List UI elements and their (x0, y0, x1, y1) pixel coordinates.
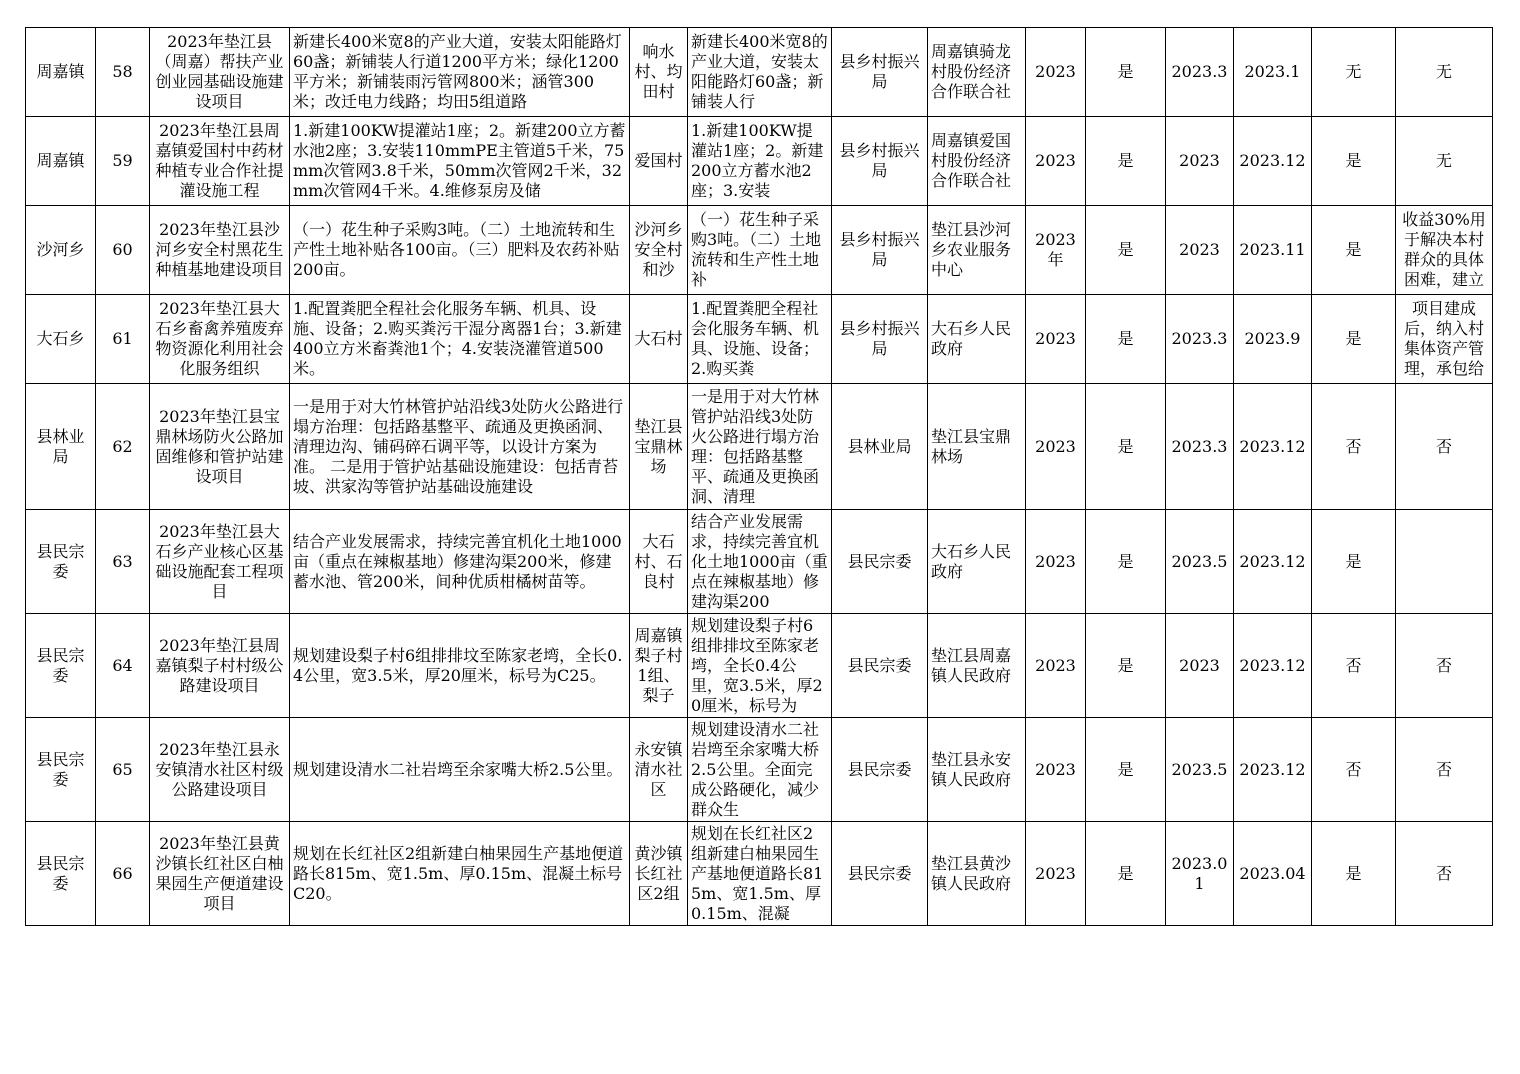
cell-flag-text: 是 (1117, 240, 1134, 259)
cell-flag (1086, 117, 1166, 206)
cell-project-name (150, 822, 290, 926)
cell-col14 (1396, 510, 1493, 614)
cell-location-text: 周嘉镇梨子村1组、梨子 (634, 625, 683, 705)
cell-year-text: 2023年 (1035, 230, 1076, 269)
cell-department (26, 295, 96, 384)
table-row (26, 206, 1493, 295)
cell-number (96, 614, 150, 718)
cell-end-date (1234, 295, 1312, 384)
cell-construction-content-2 (688, 206, 832, 295)
cell-number (96, 206, 150, 295)
cell-authority-text: 县民宗委 (847, 551, 912, 571)
cell-construction-content-text: 新建长400米宽8的产业大道，安装太阳能路灯60盏；新铺装人行道1200平方米；绿化1200平方米；新铺装雨污管网800米；涵管300米；改迁电力线路；均田5组道路 (293, 32, 622, 111)
cell-authority (832, 384, 928, 510)
cell-year (1026, 822, 1086, 926)
cell-start-date (1166, 718, 1234, 822)
cell-project-owner-text: 周嘉镇骑龙村股份经济合作联合社 (931, 42, 1012, 101)
cell-project-name (150, 614, 290, 718)
cell-col14-text: 否 (1435, 759, 1452, 779)
table-row (26, 510, 1493, 614)
table-row (26, 718, 1493, 822)
cell-department-text: 沙河乡 (36, 240, 85, 259)
cell-end-date (1234, 117, 1312, 206)
cell-number (96, 822, 150, 926)
cell-col13-text: 是 (1345, 863, 1362, 883)
table-row (26, 117, 1493, 206)
cell-col13-text: 是 (1345, 551, 1362, 571)
cell-authority-text: 县民宗委 (847, 759, 912, 779)
cell-number-text: 63 (112, 551, 133, 571)
cell-project-owner (928, 384, 1026, 510)
cell-project-owner (928, 614, 1026, 718)
cell-col13 (1312, 206, 1396, 295)
cell-project-owner-text: 垫江县沙河乡农业服务中心 (931, 220, 1012, 279)
cell-end-date-text: 2023.12 (1239, 551, 1306, 571)
cell-location-text: 永安镇清水社区 (634, 739, 683, 799)
cell-col14-text: 收益30%用于解决本村群众的具体困难，建立 (1402, 210, 1486, 289)
cell-department (26, 718, 96, 822)
cell-number-text: 66 (112, 863, 133, 883)
cell-number (96, 384, 150, 510)
cell-authority (832, 822, 928, 926)
cell-year (1026, 718, 1086, 822)
cell-location-text: 爱国村 (634, 151, 683, 170)
cell-construction-content-2 (688, 295, 832, 384)
cell-year-text: 2023 (1035, 436, 1076, 456)
cell-project-name (150, 28, 290, 117)
cell-col13 (1312, 822, 1396, 926)
cell-project-owner-text: 垫江县永安镇人民政府 (931, 749, 1012, 789)
cell-authority-text: 县林业局 (847, 436, 912, 456)
cell-project-owner-text: 垫江县宝鼎林场 (931, 426, 1012, 466)
cell-construction-content-2-text: 一是用于对大竹林管护站沿线3处防火公路进行塌方治理：包括路基整平、疏通及更换函洞、清理 (691, 386, 820, 506)
cell-start-date-text: 2023.3 (1171, 436, 1228, 456)
cell-col13 (1312, 28, 1396, 117)
cell-col14 (1396, 117, 1493, 206)
cell-construction-content-text: 结合产业发展需求，持续完善宜机化土地1000亩（重点在辣椒基地）修建沟渠200米，修建蓄水池、管200米，间种优质柑橘树苗等。 (293, 531, 622, 591)
cell-location (630, 206, 688, 295)
cell-year-text: 2023 (1035, 759, 1076, 779)
cell-construction-content-2 (688, 28, 832, 117)
cell-department (26, 28, 96, 117)
cell-project-owner-text: 大石乡人民政府 (931, 319, 1012, 358)
cell-col14 (1396, 614, 1493, 718)
cell-end-date (1234, 384, 1312, 510)
cell-construction-content-2-text: 1.新建100KW提灌站1座；2。新建200立方蓄水池2座；3.安装 (691, 121, 824, 200)
table-row (26, 614, 1493, 718)
cell-year (1026, 295, 1086, 384)
cell-authority (832, 206, 928, 295)
cell-start-date-text: 2023.3 (1171, 329, 1228, 348)
cell-end-date-text: 2023.12 (1239, 759, 1306, 779)
cell-location-text: 大石村 (634, 329, 683, 348)
cell-construction-content-2-text: 规划建设梨子村6组排排坟至陈家老塆，全长0.4公里，宽3.5米，厚20厘米，标号为 (691, 615, 823, 715)
cell-flag-text: 是 (1117, 151, 1134, 170)
cell-construction-content-text: 1.新建100KW提灌站1座；2。新建200立方蓄水池2座；3.安装110mmPE主管道5千米，75mm次管网3.8千米，50mm次管网2千米，32mm次管网4千米。4.维修泵房及储 (293, 121, 626, 200)
cell-location (630, 384, 688, 510)
cell-col14-text: 否 (1435, 863, 1452, 883)
cell-start-date-text: 2023.3 (1171, 62, 1228, 81)
cell-construction-content-2 (688, 718, 832, 822)
cell-construction-content-2-text: 新建长400米宽8的产业大道，安装太阳能路灯60盏；新铺装人行 (691, 32, 828, 111)
cell-end-date (1234, 614, 1312, 718)
cell-location-text: 响水村、均田村 (634, 42, 683, 101)
cell-project-owner (928, 206, 1026, 295)
cell-project-name-text: 2023年垫江县（周嘉）帮扶产业创业园基础设施建设项目 (155, 32, 284, 111)
cell-end-date-text: 2023.12 (1239, 436, 1306, 456)
cell-construction-content-2-text: （一）花生种子采购3吨。（二）土地流转和生产性土地补 (691, 210, 822, 289)
cell-project-name-text: 2023年垫江县宝鼎林场防火公路加固维修和管护站建设项目 (155, 406, 284, 486)
cell-flag-text: 是 (1117, 655, 1134, 675)
cell-project-owner-text: 垫江县黄沙镇人民政府 (931, 853, 1012, 893)
cell-location-text: 大石村、石良村 (634, 531, 683, 591)
cell-location-text: 垫江县宝鼎林场 (634, 416, 683, 476)
cell-project-owner (928, 295, 1026, 384)
table-body (26, 28, 1493, 926)
cell-col13 (1312, 614, 1396, 718)
cell-construction-content-2-text: 规划在长红社区2组新建白柚果园生产基地便道路长815m、宽1.5m、厚0.15m、混凝 (691, 823, 824, 923)
cell-project-name-text: 2023年垫江县大石乡产业核心区基础设施配套工程项目 (155, 521, 284, 601)
project-table (25, 27, 1493, 926)
cell-authority (832, 510, 928, 614)
cell-col14-text: 否 (1435, 655, 1452, 675)
cell-department (26, 117, 96, 206)
cell-end-date (1234, 206, 1312, 295)
cell-construction-content-text: （一）花生种子采购3吨。（二）土地流转和生产性土地补贴各100亩。（三）肥料及农药补贴200亩。 (293, 220, 620, 279)
cell-start-date-text: 2023.01 (1171, 853, 1228, 893)
cell-department-text: 周嘉镇 (36, 151, 85, 170)
cell-authority-text: 县乡村振兴局 (839, 319, 920, 358)
cell-flag-text: 是 (1117, 62, 1134, 81)
cell-year (1026, 384, 1086, 510)
cell-construction-content-text: 规划在长红社区2组新建白柚果园生产基地便道路长815m、宽1.5m、厚0.15m、混凝土标号C20。 (293, 843, 624, 903)
cell-col13-text: 否 (1345, 759, 1362, 779)
cell-number (96, 510, 150, 614)
cell-year-text: 2023 (1035, 863, 1076, 883)
cell-construction-content-2 (688, 384, 832, 510)
cell-end-date-text: 2023.04 (1239, 863, 1306, 883)
cell-location (630, 295, 688, 384)
cell-start-date-text: 2023 (1179, 240, 1220, 259)
cell-start-date (1166, 206, 1234, 295)
cell-start-date-text: 2023.5 (1171, 551, 1228, 571)
cell-project-name-text: 2023年垫江县大石乡畜禽养殖废弃物资源化利用社会化服务组织 (155, 299, 284, 378)
cell-construction-content-2-text: 1.配置粪肥全程社会化服务车辆、机具、设施、设备；2.购买粪 (691, 299, 820, 378)
cell-construction-content (290, 510, 630, 614)
cell-flag (1086, 384, 1166, 510)
cell-number-text: 64 (112, 655, 133, 675)
cell-number-text: 62 (112, 436, 133, 456)
cell-number-text: 61 (112, 329, 133, 348)
cell-col14 (1396, 822, 1493, 926)
cell-start-date (1166, 28, 1234, 117)
cell-start-date (1166, 614, 1234, 718)
cell-authority (832, 28, 928, 117)
cell-project-name (150, 206, 290, 295)
cell-year (1026, 614, 1086, 718)
cell-department (26, 822, 96, 926)
table-row (26, 822, 1493, 926)
cell-col13 (1312, 384, 1396, 510)
cell-authority-text: 县民宗委 (847, 863, 912, 883)
cell-construction-content-2-text: 结合产业发展需求，持续完善宜机化土地1000亩（重点在辣椒基地）修建沟渠200 (691, 511, 828, 611)
cell-number (96, 295, 150, 384)
cell-department (26, 384, 96, 510)
cell-project-owner (928, 718, 1026, 822)
cell-authority-text: 县乡村振兴局 (839, 230, 920, 269)
cell-project-name (150, 510, 290, 614)
cell-location (630, 614, 688, 718)
cell-department (26, 206, 96, 295)
cell-construction-content (290, 206, 630, 295)
cell-col14 (1396, 295, 1493, 384)
cell-department-text: 周嘉镇 (36, 62, 85, 81)
cell-col13-text: 是 (1345, 329, 1362, 348)
cell-col13-text: 否 (1345, 436, 1362, 456)
cell-department-text: 县民宗委 (36, 541, 85, 581)
cell-department-text: 大石乡 (36, 329, 85, 348)
cell-col13-text: 无 (1345, 62, 1362, 81)
cell-flag (1086, 822, 1166, 926)
cell-start-date (1166, 295, 1234, 384)
cell-construction-content-text: 规划建设梨子村6组排排坟至陈家老塆，全长0.4公里，宽3.5米，厚20厘米，标号为C25。 (293, 645, 623, 685)
cell-start-date (1166, 822, 1234, 926)
cell-end-date (1234, 510, 1312, 614)
cell-year (1026, 510, 1086, 614)
cell-department (26, 614, 96, 718)
cell-end-date-text: 2023.12 (1239, 151, 1306, 170)
cell-flag-text: 是 (1117, 551, 1134, 571)
table-row (26, 384, 1493, 510)
cell-location (630, 822, 688, 926)
cell-construction-content-text: 规划建设清水二社岩塆至余家嘴大桥2.5公里。 (293, 759, 623, 779)
cell-year-text: 2023 (1035, 151, 1076, 170)
cell-flag-text: 是 (1117, 759, 1134, 779)
cell-construction-content (290, 718, 630, 822)
cell-year-text: 2023 (1035, 655, 1076, 675)
cell-construction-content-2 (688, 510, 832, 614)
cell-col13-text: 是 (1345, 151, 1362, 170)
cell-start-date (1166, 384, 1234, 510)
cell-number (96, 117, 150, 206)
cell-number-text: 60 (112, 240, 133, 259)
cell-start-date-text: 2023 (1179, 655, 1220, 675)
cell-authority-text: 县乡村振兴局 (839, 52, 920, 91)
cell-flag (1086, 510, 1166, 614)
cell-project-owner-text: 大石乡人民政府 (931, 541, 1012, 581)
cell-end-date (1234, 718, 1312, 822)
cell-number (96, 718, 150, 822)
cell-construction-content-text: 1.配置粪肥全程社会化服务车辆、机具、设施、设备；2.购买粪污干湿分离器1台；3.新建400立方米畜粪池1个；4.安装浇灌管道500米。 (293, 299, 622, 378)
cell-col13 (1312, 510, 1396, 614)
cell-start-date (1166, 117, 1234, 206)
cell-project-owner-text: 垫江县周嘉镇人民政府 (931, 645, 1012, 685)
cell-col14 (1396, 28, 1493, 117)
cell-flag (1086, 206, 1166, 295)
cell-authority (832, 295, 928, 384)
cell-project-owner (928, 117, 1026, 206)
cell-year (1026, 117, 1086, 206)
cell-col13-text: 是 (1345, 240, 1362, 259)
cell-department-text: 县民宗委 (36, 749, 85, 789)
cell-end-date (1234, 822, 1312, 926)
cell-location (630, 117, 688, 206)
cell-authority (832, 117, 928, 206)
cell-end-date-text: 2023.11 (1239, 240, 1306, 259)
cell-construction-content-2 (688, 822, 832, 926)
cell-start-date-text: 2023 (1179, 151, 1220, 170)
cell-project-name (150, 295, 290, 384)
cell-construction-content (290, 822, 630, 926)
cell-flag (1086, 28, 1166, 117)
cell-col13 (1312, 718, 1396, 822)
cell-project-name (150, 718, 290, 822)
cell-project-owner (928, 510, 1026, 614)
cell-year-text: 2023 (1035, 551, 1076, 571)
cell-department-text: 县林业局 (36, 426, 85, 466)
cell-col14-text: 否 (1435, 436, 1452, 456)
cell-flag-text: 是 (1117, 436, 1134, 456)
cell-col14-text: 无 (1435, 62, 1452, 81)
cell-department-text: 县民宗委 (36, 645, 85, 685)
cell-location (630, 510, 688, 614)
cell-location (630, 28, 688, 117)
cell-end-date-text: 2023.12 (1239, 655, 1306, 675)
cell-authority-text: 县乡村振兴局 (839, 141, 920, 180)
cell-project-owner (928, 822, 1026, 926)
cell-construction-content-2-text: 规划建设清水二社岩塆至余家嘴大桥2.5公里。全面完成公路硬化，减少群众生 (691, 719, 820, 819)
cell-year (1026, 206, 1086, 295)
cell-end-date-text: 2023.9 (1244, 329, 1301, 348)
cell-location (630, 718, 688, 822)
cell-project-name-text: 2023年垫江县周嘉镇梨子村村级公路建设项目 (155, 635, 284, 695)
cell-end-date-text: 2023.1 (1244, 62, 1301, 81)
cell-number-text: 65 (112, 759, 133, 779)
cell-col14 (1396, 384, 1493, 510)
cell-flag-text: 是 (1117, 329, 1134, 348)
cell-project-name-text: 2023年垫江县黄沙镇长红社区白柚果园生产便道建设项目 (155, 833, 284, 913)
cell-year-text: 2023 (1035, 329, 1076, 348)
cell-start-date (1166, 510, 1234, 614)
cell-construction-content (290, 117, 630, 206)
cell-construction-content-2 (688, 117, 832, 206)
cell-authority-text: 县民宗委 (847, 655, 912, 675)
cell-project-owner-text: 周嘉镇爱国村股份经济合作联合社 (931, 131, 1012, 190)
cell-col14 (1396, 206, 1493, 295)
cell-col13-text: 否 (1345, 655, 1362, 675)
cell-authority (832, 718, 928, 822)
cell-number-text: 58 (112, 62, 133, 81)
cell-construction-content-2 (688, 614, 832, 718)
cell-project-name (150, 384, 290, 510)
cell-project-name-text: 2023年垫江县永安镇清水社区村级公路建设项目 (155, 739, 284, 799)
cell-project-name-text: 2023年垫江县沙河乡安全村黑花生种植基地建设项目 (155, 220, 284, 279)
cell-department-text: 县民宗委 (36, 853, 85, 893)
cell-col13 (1312, 117, 1396, 206)
cell-location-text: 黄沙镇长红社区2组 (634, 843, 683, 903)
cell-number (96, 28, 150, 117)
cell-number-text: 59 (112, 151, 133, 170)
cell-year-text: 2023 (1035, 62, 1076, 81)
cell-authority (832, 614, 928, 718)
cell-col14 (1396, 718, 1493, 822)
table-row (26, 28, 1493, 117)
cell-project-name-text: 2023年垫江县周嘉镇爱国村中药材种植专业合作社提灌设施工程 (155, 121, 284, 200)
cell-location-text: 沙河乡安全村和沙 (634, 220, 683, 279)
cell-construction-content-text: 一是用于对大竹林管护站沿线3处防火公路进行塌方治理：包括路基整平、疏通及更换函洞、清理边沟、铺码碎石调平等，以设计方案为准。 二是用于管护站基础设施建设：包括青苔坡、洪家沟等管护站基础设施建设 (293, 396, 624, 496)
cell-project-name (150, 117, 290, 206)
cell-construction-content (290, 384, 630, 510)
cell-department (26, 510, 96, 614)
cell-year (1026, 28, 1086, 117)
cell-col14-text: 项目建成后，纳入村集体资产管理，承包给 (1403, 299, 1484, 378)
table-row (26, 295, 1493, 384)
cell-col13 (1312, 295, 1396, 384)
cell-start-date-text: 2023.5 (1171, 759, 1228, 779)
cell-flag (1086, 718, 1166, 822)
cell-construction-content (290, 295, 630, 384)
cell-flag (1086, 614, 1166, 718)
cell-flag (1086, 295, 1166, 384)
cell-end-date (1234, 28, 1312, 117)
cell-project-owner (928, 28, 1026, 117)
cell-flag-text: 是 (1117, 863, 1134, 883)
cell-construction-content (290, 614, 630, 718)
cell-construction-content (290, 28, 630, 117)
cell-col14-text: 无 (1435, 151, 1452, 170)
